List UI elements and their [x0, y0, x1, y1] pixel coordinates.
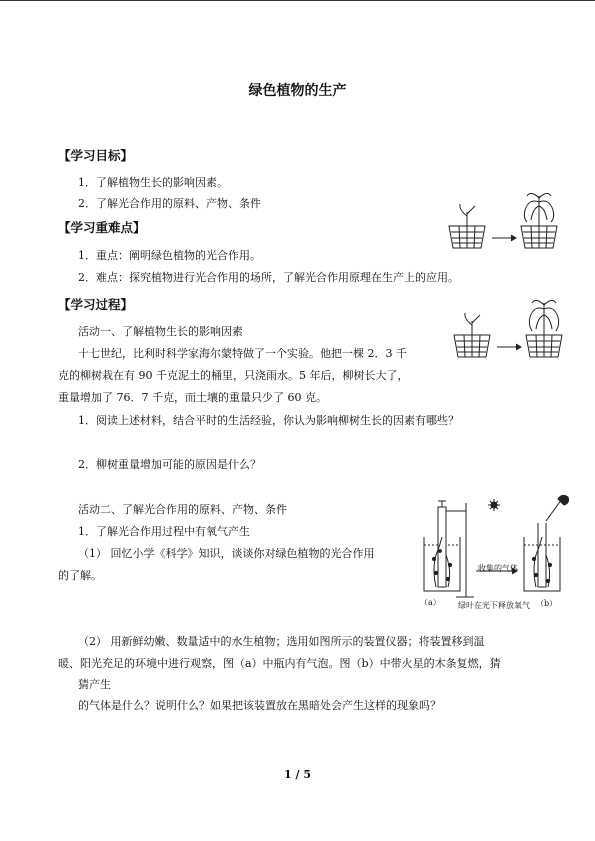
figure-label-a: （a） — [420, 598, 441, 607]
plant-growth-figure-upper — [445, 188, 560, 250]
key-point-item: 2．难点：探究植物进行光合作用的场所，了解光合作用原理在生产上的应用。 — [78, 271, 459, 284]
activity2-paragraph-2-line: 暖、阳光充足的环境中进行观察，图（a）中瓶内有气泡。图（b）中带火星的木条复燃，猜 — [58, 657, 501, 670]
figure-label-b: （b） — [536, 599, 558, 608]
activity1-question-1: 1．阅读上述材料，结合平时的生活经验，你认为影响柳树生长的因素有哪些？ — [78, 414, 459, 427]
figure-arrow-label: 收集的气体 — [478, 564, 518, 573]
activity2-paragraph-2-line: 的气体是什么？说明什么？如果把该装置放在黑暗处会产生这样的现象吗？ — [78, 699, 441, 712]
oxygen-experiment-figure — [412, 493, 572, 613]
activity1-paragraph-line: 克的柳树栽在有 90 千克泥土的桶里，只浇雨水。5 年后，柳树长大了， — [58, 369, 409, 382]
section-heading-goals: 【学习目标】 — [58, 148, 134, 163]
activity2-paragraph-2-line: （2） 用新鲜幼嫩、数量适中的水生植物；选用如图所示的装置仪器；将装置移到温 — [78, 635, 485, 648]
activity1-question-2: 2．柳树重量增加可能的原因是什么？ — [78, 458, 261, 471]
activity1-paragraph-line: 重量增加了 76．7 千克，而土壤的重量只少了 60 克。 — [58, 391, 327, 404]
page-number: 1 / 5 — [284, 768, 311, 781]
page-title: 绿色植物的生产 — [248, 83, 347, 99]
figure-caption: 绿叶在光下释放氧气 — [458, 601, 530, 610]
activity1-heading: 活动一、了解植物生长的影响因素 — [78, 325, 243, 338]
activity2-paragraph-2-line: 猜产生 — [78, 678, 111, 691]
section-heading-key-points: 【学习重难点】 — [58, 220, 146, 235]
activity2-heading: 活动二、了解光合作用的原料、产物、条件 — [78, 503, 287, 516]
activity2-subheading: 1．了解光合作用过程中有氧气产生 — [78, 525, 250, 538]
key-point-item: 1．重点：阐明绿色植物的光合作用。 — [78, 249, 261, 262]
goal-item: 1．了解植物生长的影响因素。 — [78, 176, 228, 189]
goal-item: 2．了解光合作用的原料、产物、条件 — [78, 197, 261, 210]
activity2-paragraph-1-line: （1） 回忆小学《科学》知识，谈谈你对绿色植物的光合作用 — [78, 547, 375, 560]
section-heading-process: 【学习过程】 — [58, 297, 134, 312]
activity1-paragraph-line: 十七世纪，比利时科学家海尔蒙特做了一个实验。他把一棵 2．3 千 — [78, 347, 407, 360]
activity2-paragraph-1-line: 的了解。 — [58, 569, 102, 582]
plant-growth-figure-lower — [450, 297, 565, 359]
top-border-line — [0, 0, 595, 1]
